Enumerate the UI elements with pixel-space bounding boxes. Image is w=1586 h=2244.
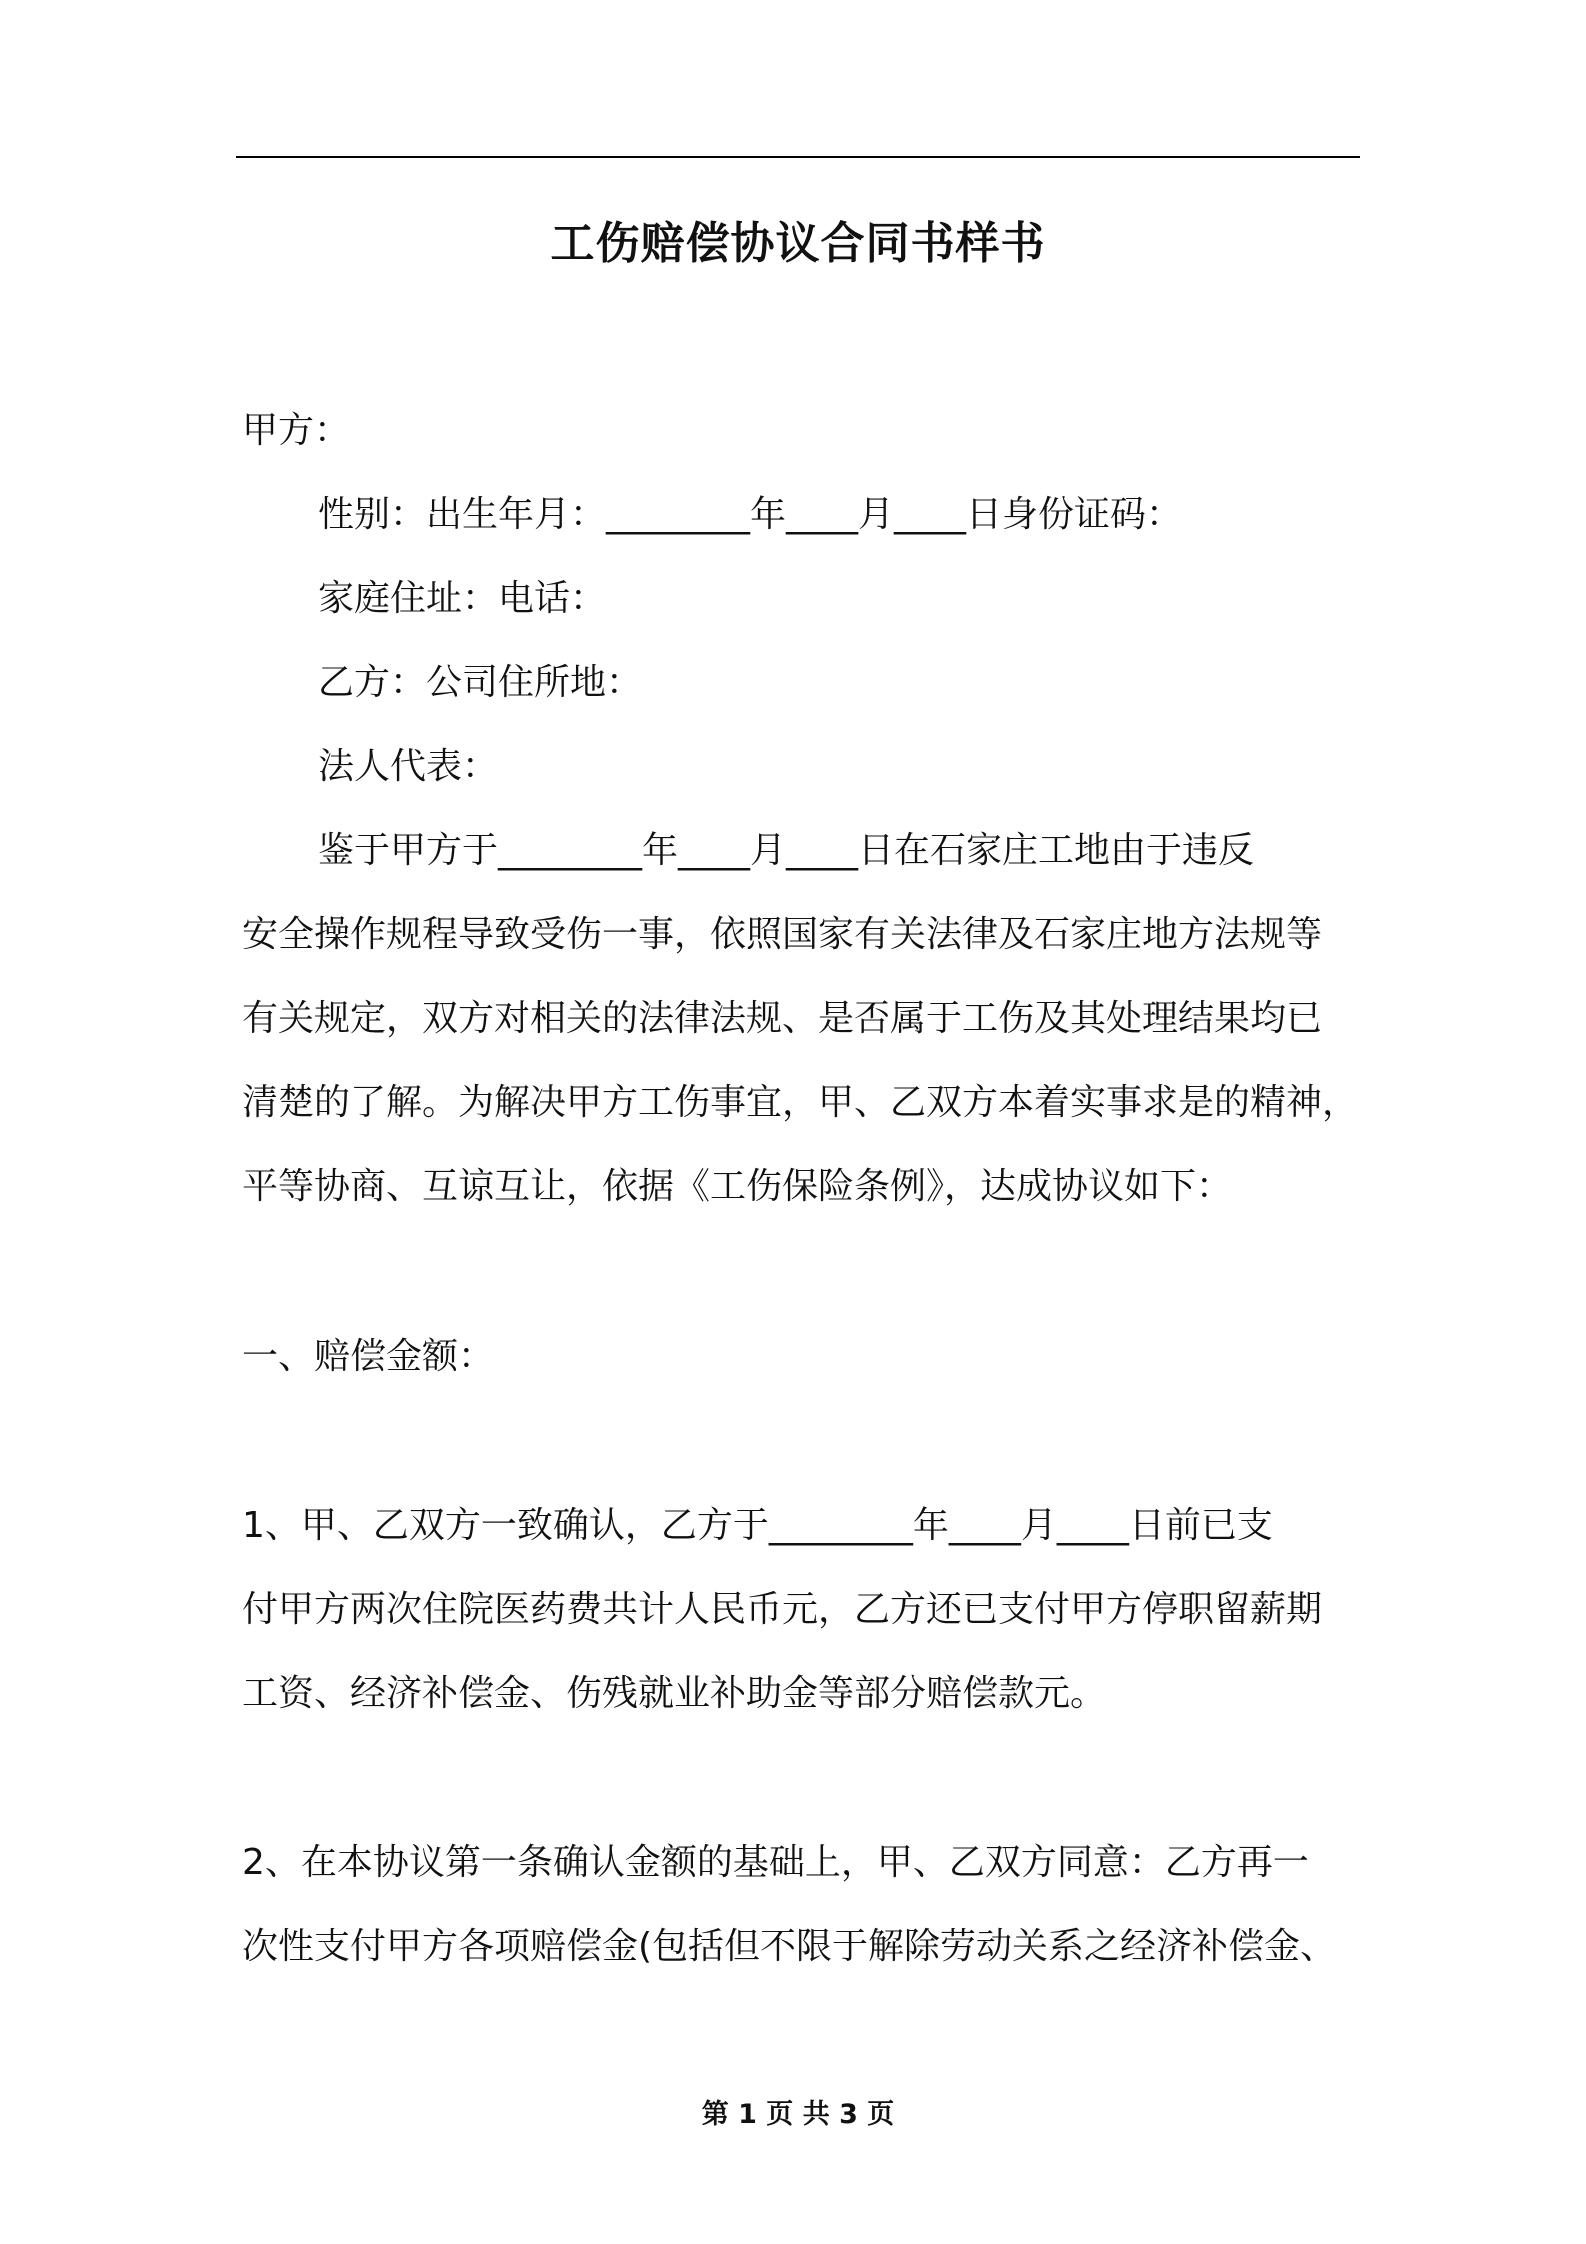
document-title: 工伤赔偿协议合同书样书 bbox=[550, 218, 1046, 269]
party-b-company-address: 乙方：公司住所地： bbox=[318, 662, 643, 703]
preamble-line: 有关规定，双方对相关的法律法规、是否属于工伤及其处理结果均已 bbox=[242, 998, 1323, 1039]
preamble-line: 安全操作规程导致受伤一事，依照国家有关法律及石家庄地方法规等 bbox=[242, 914, 1323, 955]
header-rule bbox=[236, 156, 1360, 158]
clause-1-line: 1、甲、乙双方一致确认，乙方于________年____月____日前已支 bbox=[242, 1505, 1273, 1546]
preamble-line: 鉴于甲方于________年____月____日在石家庄工地由于违反 bbox=[318, 830, 1255, 871]
party-a-gender-birth-id: 性别：出生年月：________年____月____日身份证码： bbox=[318, 494, 1183, 535]
page-indicator: 第 1 页 共 3 页 bbox=[701, 2099, 895, 2130]
preamble-line: 平等协商、互谅互让，依据《工伤保险条例》，达成协议如下： bbox=[242, 1166, 1233, 1207]
clause-1-line: 付甲方两次住院医药费共计人民币元，乙方还已支付甲方停职留薪期 bbox=[242, 1589, 1323, 1630]
clause-2-line: 次性支付甲方各项赔偿金(包括但不限于解除劳动关系之经济补偿金、 bbox=[242, 1926, 1337, 1967]
section-heading-compensation-amount: 一、赔偿金额： bbox=[242, 1336, 495, 1377]
clause-1-line: 工资、经济补偿金、伤残就业补助金等部分赔偿款元。 bbox=[242, 1673, 1107, 1714]
preamble-line: 清楚的了解。为解决甲方工伤事宜，甲、乙双方本着实事求是的精神， bbox=[242, 1082, 1359, 1123]
party-a-address-phone: 家庭住址：电话： bbox=[318, 578, 607, 619]
legal-representative: 法人代表： bbox=[318, 746, 499, 787]
clause-2-line: 2、在本协议第一条确认金额的基础上，甲、乙双方同意：乙方再一 bbox=[242, 1842, 1309, 1883]
party-a-label: 甲方： bbox=[242, 410, 351, 451]
